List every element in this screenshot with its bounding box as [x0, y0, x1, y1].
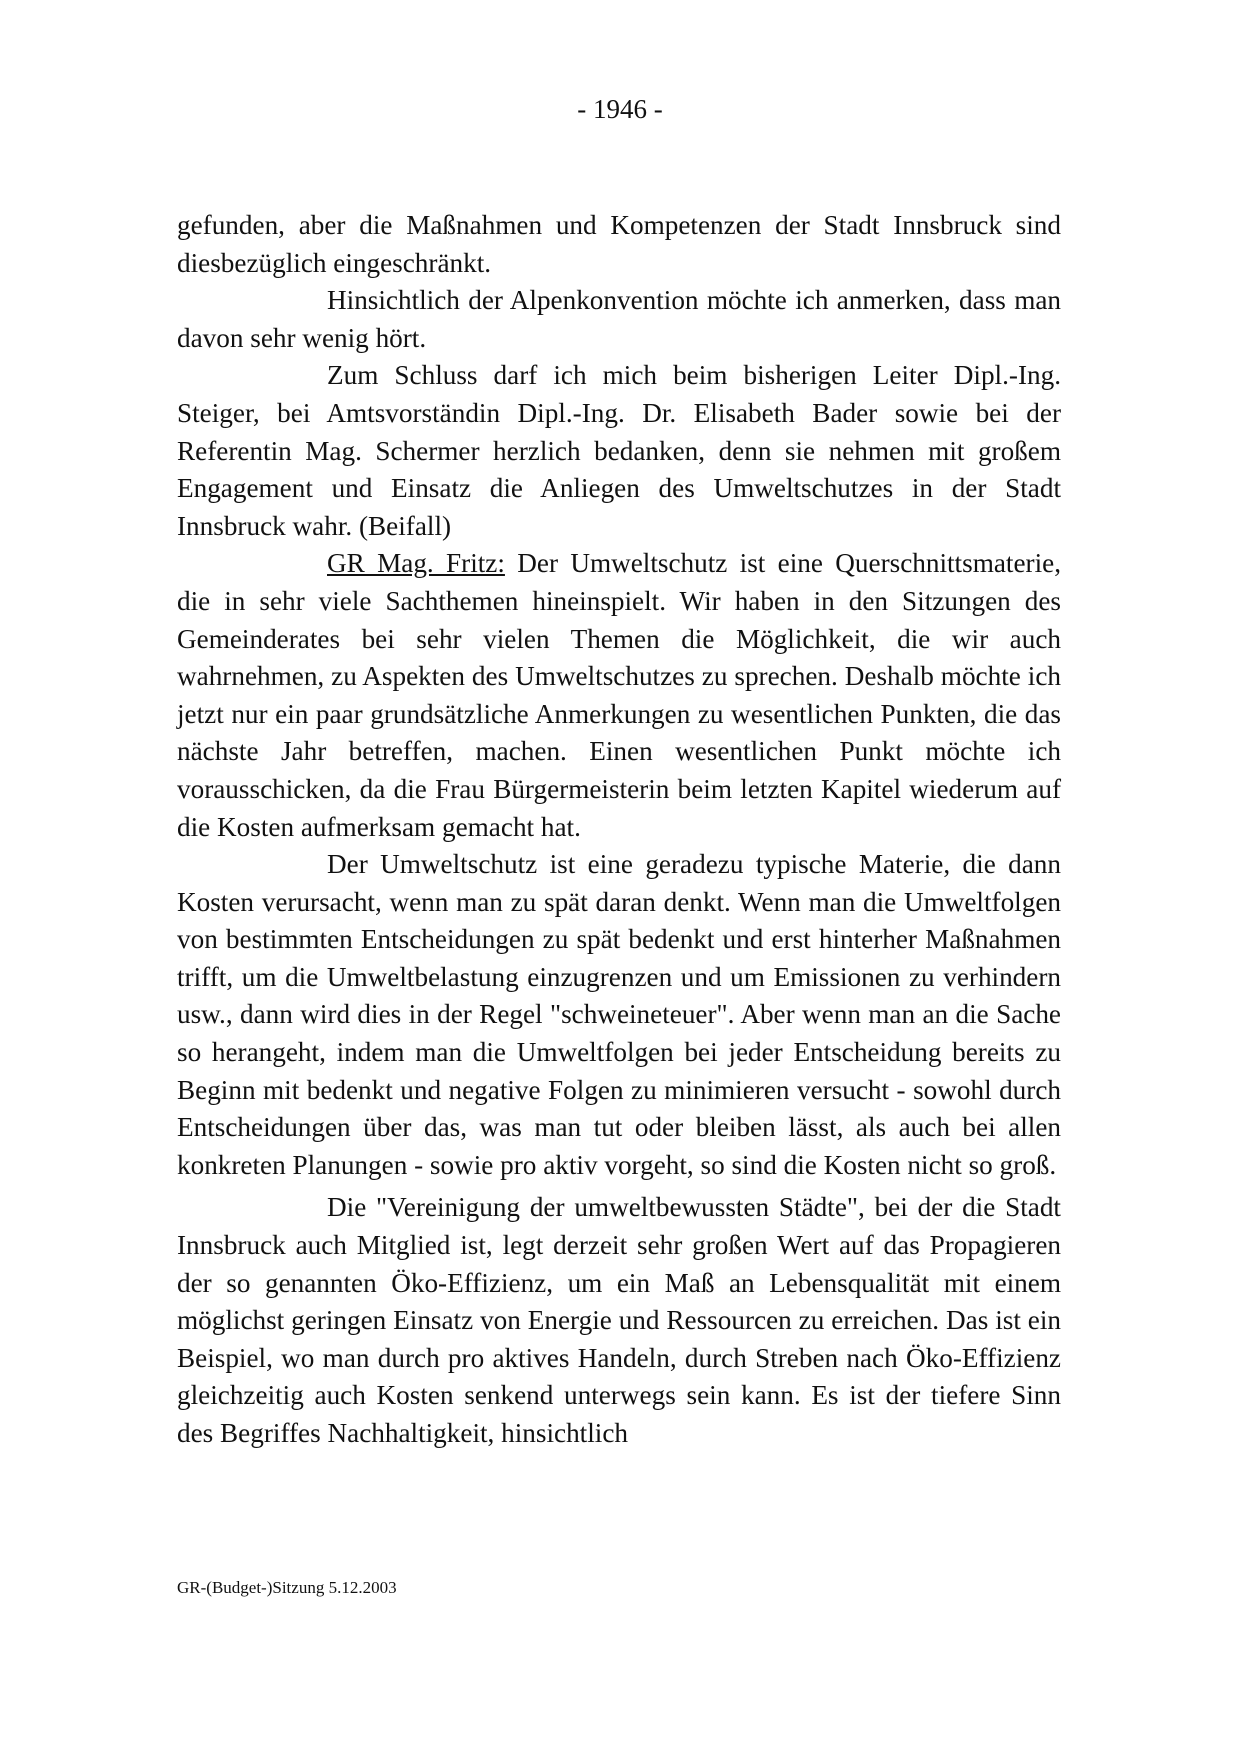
paragraph: Die "Vereinigung der umweltbewussten Städte", bei der die Stadt Innsbruck auch Mitglied ist, legt derzeit sehr großen Wert auf das Propagieren der so genannten Öko-Effizienz, um ein Maß an Lebensqualität mit einem möglichst geringen Einsatz von Energie und Ressourcen zu erreichen. Das ist ein Beispiel, wo man durch pro aktives Handeln, durch Streben nach Öko-Effizienz gleichzeitig auch Kosten senkend unterwegs sein kann. Es ist der tiefere Sinn des Begriffes Nachhaltigkeit, hinsichtlich	[177, 1192, 1061, 1448]
paragraph: Zum Schluss darf ich mich beim bisherigen Leiter Dipl.-Ing. Steiger, bei Amtsvorständin Dipl.-Ing. Dr. Elisabeth Bader sowie bei der Referentin Mag. Schermer herzlich bedanken, denn sie nehmen mit großem Engagement und Einsatz die Anliegen des Umweltschutzes in der Stadt Innsbruck wahr. (Beifall)	[177, 360, 1061, 541]
document-body	[177, 207, 1061, 1453]
page-footer: GR-(Budget-)Sitzung 5.12.2003	[177, 1578, 397, 1597]
paragraph	[177, 545, 1061, 846]
paragraph: Hinsichtlich der Alpenkonvention möchte ich anmerken, dass man davon sehr wenig hört.	[177, 285, 1061, 353]
page-number: - 1946 -	[577, 94, 663, 124]
paragraph: gefunden, aber die Maßnahmen und Kompetenzen der Stadt Innsbruck sind diesbezüglich eingeschränkt.	[177, 210, 1061, 278]
speaker-name: GR Mag. Fritz:	[327, 548, 505, 579]
paragraph: Der Umweltschutz ist eine geradezu typische Materie, die dann Kosten verursacht, wenn man zu spät daran denkt. Wenn man die Umweltfolgen von bestimmten Entscheidungen zu spät bedenkt und erst hinterher Maßnahmen trifft, um die Umweltbelastung einzugrenzen und um Emissionen zu verhindern usw., dann wird dies in der Regel "schweineteuer". Aber wenn man an die Sache so herangeht, indem man die Umweltfolgen bei jeder Entscheidung bereits zu Beginn mit bedenkt und negative Folgen zu minimieren versucht - sowohl durch Entscheidungen über das, was man tut oder bleiben lässt, als auch bei allen konkreten Planungen - sowie pro aktiv vorgeht, so sind die Kosten nicht so groß.	[177, 849, 1061, 1180]
speech-text: Der Umweltschutz ist eine Querschnittsmaterie, die in sehr viele Sachthemen hineinspielt. Wir haben in den Sitzungen des Gemeinderates bei sehr vielen Themen die Möglichkeit, die wir auch wahrnehmen, zu Aspekten des Umweltschutzes zu sprechen. Deshalb möchte ich jetzt nur ein paar grundsätzliche Anmerkungen zu wesentlichen Punkten, die das nächste Jahr betreffen, machen. Einen wesentlichen Punkt möchte ich vorausschicken, da die Frau Bürgermeisterin beim letzten Kapitel wiederum auf die Kosten aufmerksam gemacht hat.	[177, 548, 1061, 842]
